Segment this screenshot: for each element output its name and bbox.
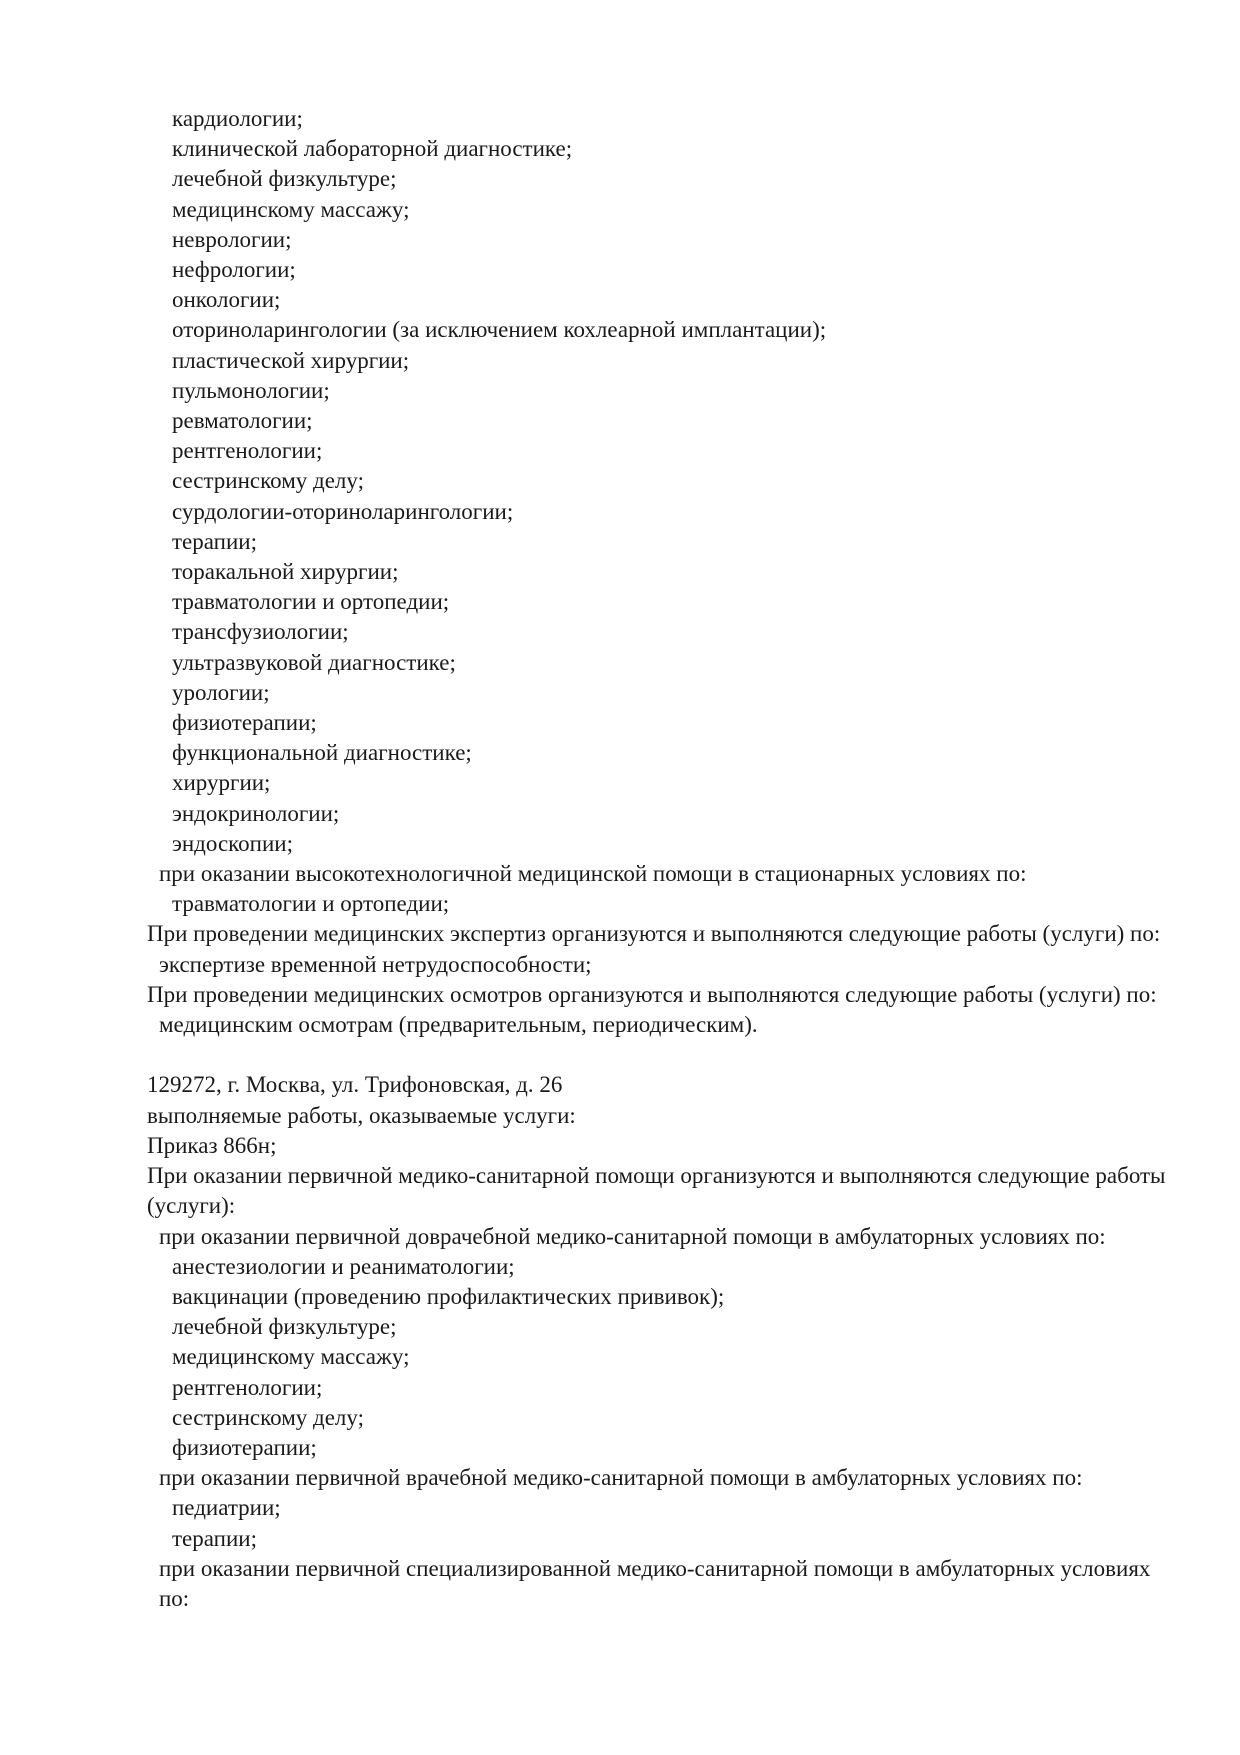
list-item: терапии; xyxy=(172,528,257,554)
list-item: лечебной физкультуре; xyxy=(172,1314,397,1340)
list-item: онкологии; xyxy=(172,287,281,313)
list-item: ультразвуковой диагностике; xyxy=(172,649,456,675)
list-item: сурдологии-оториноларингологии; xyxy=(172,498,514,524)
specialty-list-prevrach xyxy=(147,1252,1177,1463)
primary-care-intro: При оказании первичной медико-санитарной помощи организуются и выполняются следующие работы (услуги): xyxy=(147,1163,1172,1219)
list-item: рентгенологии; xyxy=(172,1374,323,1400)
list-item: педиатрии; xyxy=(172,1495,281,1521)
list-item: травматологии и ортопедии; xyxy=(172,891,450,917)
list-item: сестринскому делу; xyxy=(172,468,364,494)
list-item: урологии; xyxy=(172,679,270,705)
list-item: функциональной диагностике; xyxy=(172,740,472,766)
high-tech-heading: при оказании высокотехнологичной медицинской помощи в стационарных условиях по: xyxy=(159,861,1027,887)
list-item: анестезиологии и реаниматологии; xyxy=(172,1253,515,1279)
order-reference: Приказ 866н; xyxy=(147,1132,277,1158)
list-item: медицинским осмотрам (предварительным, периодическим). xyxy=(159,1012,758,1038)
list-item: пластической хирургии; xyxy=(172,347,410,373)
list-item: трансфузиологии; xyxy=(172,619,349,645)
specialty-list-inpatient xyxy=(147,104,1177,859)
list-item: медицинскому массажу; xyxy=(172,196,410,222)
section-gap xyxy=(147,1040,1177,1070)
list-item: торакальной хирургии; xyxy=(172,559,399,585)
list-item: нефрологии; xyxy=(172,257,296,283)
list-item: хирургии; xyxy=(172,770,271,796)
list-item: лечебной физкультуре; xyxy=(172,166,397,192)
list-item: эндокринологии; xyxy=(172,800,340,826)
list-item: медицинскому массажу; xyxy=(172,1344,410,1370)
list-item: травматологии и ортопедии; xyxy=(172,589,450,615)
list-item: неврологии; xyxy=(172,226,292,252)
vrach-heading: при оказании первичной врачебной медико-санитарной помощи в амбулаторных условиях по: xyxy=(159,1465,1083,1491)
works-label: выполняемые работы, оказываемые услуги: xyxy=(147,1102,576,1128)
list-item: терапии; xyxy=(172,1525,257,1551)
list-item: экспертизе временной нетрудоспособности; xyxy=(159,951,592,977)
specialty-list-vrach xyxy=(147,1493,1177,1553)
list-item: эндоскопии; xyxy=(172,830,293,856)
expertise-intro: При проведении медицинских экспертиз организуются и выполняются следующие работы (услуги) по: xyxy=(147,921,1161,947)
special-heading: при оказании первичной специализированной медико-санитарной помощи в амбулаторных условиях по: xyxy=(159,1555,1157,1611)
list-item: кардиологии; xyxy=(172,106,303,131)
document-body xyxy=(147,104,1177,1614)
list-item: физиотерапии; xyxy=(172,1434,317,1460)
list-item: сестринскому делу; xyxy=(172,1404,364,1430)
list-item: ревматологии; xyxy=(172,408,313,434)
list-item: физиотерапии; xyxy=(172,710,317,736)
exams-intro: При проведении медицинских осмотров организуются и выполняются следующие работы (услуги) по: xyxy=(147,981,1157,1007)
prevrach-heading: при оказании первичной доврачебной медико-санитарной помощи в амбулаторных условиях по: xyxy=(159,1223,1106,1249)
address: 129272, г. Москва, ул. Трифоновская, д. 26 xyxy=(147,1072,563,1098)
list-item: рентгенологии; xyxy=(172,438,323,464)
list-item: оториноларингологии (за исключением кохлеарной имплантации); xyxy=(172,317,827,343)
list-item: вакцинации (проведению профилактических прививок); xyxy=(172,1283,725,1309)
list-item: пульмонологии; xyxy=(172,377,330,403)
list-item: клинической лабораторной диагностике; xyxy=(172,136,573,162)
